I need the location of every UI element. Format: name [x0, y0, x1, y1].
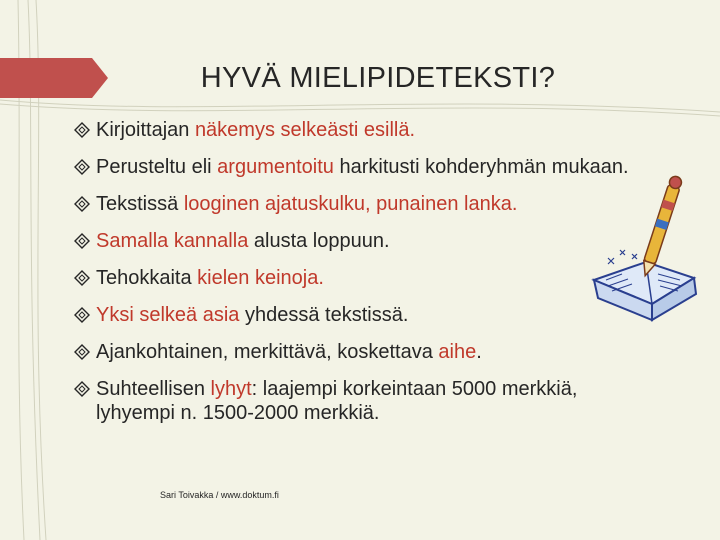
diamond-outline-icon [74, 307, 90, 323]
highlighted-text: lyhyt [210, 378, 252, 400]
title-accent-tab [0, 58, 108, 98]
bullet-text: Tekstissä [96, 193, 184, 215]
highlighted-text: Samalla kannalla [96, 230, 249, 252]
highlighted-text: argumentoitu [217, 156, 334, 178]
bullet-text: harkitusti kohderyhmän mukaan. [333, 156, 629, 178]
bullet-item [74, 155, 634, 179]
bullet-text: Tehokkaita [96, 267, 198, 289]
bullet-text: yhdessä tekstissä. [239, 304, 409, 326]
bullet-item [74, 377, 634, 425]
bullet-text: Kirjoittajan [96, 119, 195, 141]
bullet-list [74, 118, 634, 438]
bullet-item [74, 266, 634, 290]
bullet-item [74, 118, 634, 142]
diamond-outline-icon [74, 381, 90, 397]
bullet-item [74, 340, 634, 364]
bullet-text: . [476, 341, 482, 363]
diamond-outline-icon [74, 233, 90, 249]
bullet-item [74, 229, 634, 253]
bullet-text: Perusteltu eli [96, 156, 218, 178]
highlighted-text: looginen ajatuskulku, punainen lanka. [183, 193, 518, 215]
credit-text: Sari Toivakka / www.doktum.fi [160, 490, 279, 500]
bullet-text: Suhteellisen [96, 378, 211, 400]
diamond-outline-icon [74, 122, 90, 138]
highlighted-text: näkemys selkeästi esillä. [194, 119, 416, 141]
bullet-text: Ajankohtainen, merkittävä, koskettava [96, 341, 439, 363]
bullet-item [74, 303, 634, 327]
notebook-pen-clipart-icon [588, 170, 700, 340]
bullet-item [74, 192, 634, 216]
slide-title: HYVÄ MIELIPIDETEKSTI? [200, 62, 556, 94]
bullet-text: : laajempi korkeintaan 5000 merkkiä, lyhyempi n. 1500-2000 merkkiä. [96, 378, 578, 424]
diamond-outline-icon [74, 196, 90, 212]
highlighted-text: kielen keinoja. [197, 267, 324, 289]
diamond-outline-icon [74, 159, 90, 175]
bullet-text: alusta loppuun. [248, 230, 390, 252]
highlighted-text: Yksi selkeä asia [96, 304, 240, 326]
highlighted-text: aihe [438, 341, 477, 363]
diamond-outline-icon [74, 270, 90, 286]
diamond-outline-icon [74, 344, 90, 360]
